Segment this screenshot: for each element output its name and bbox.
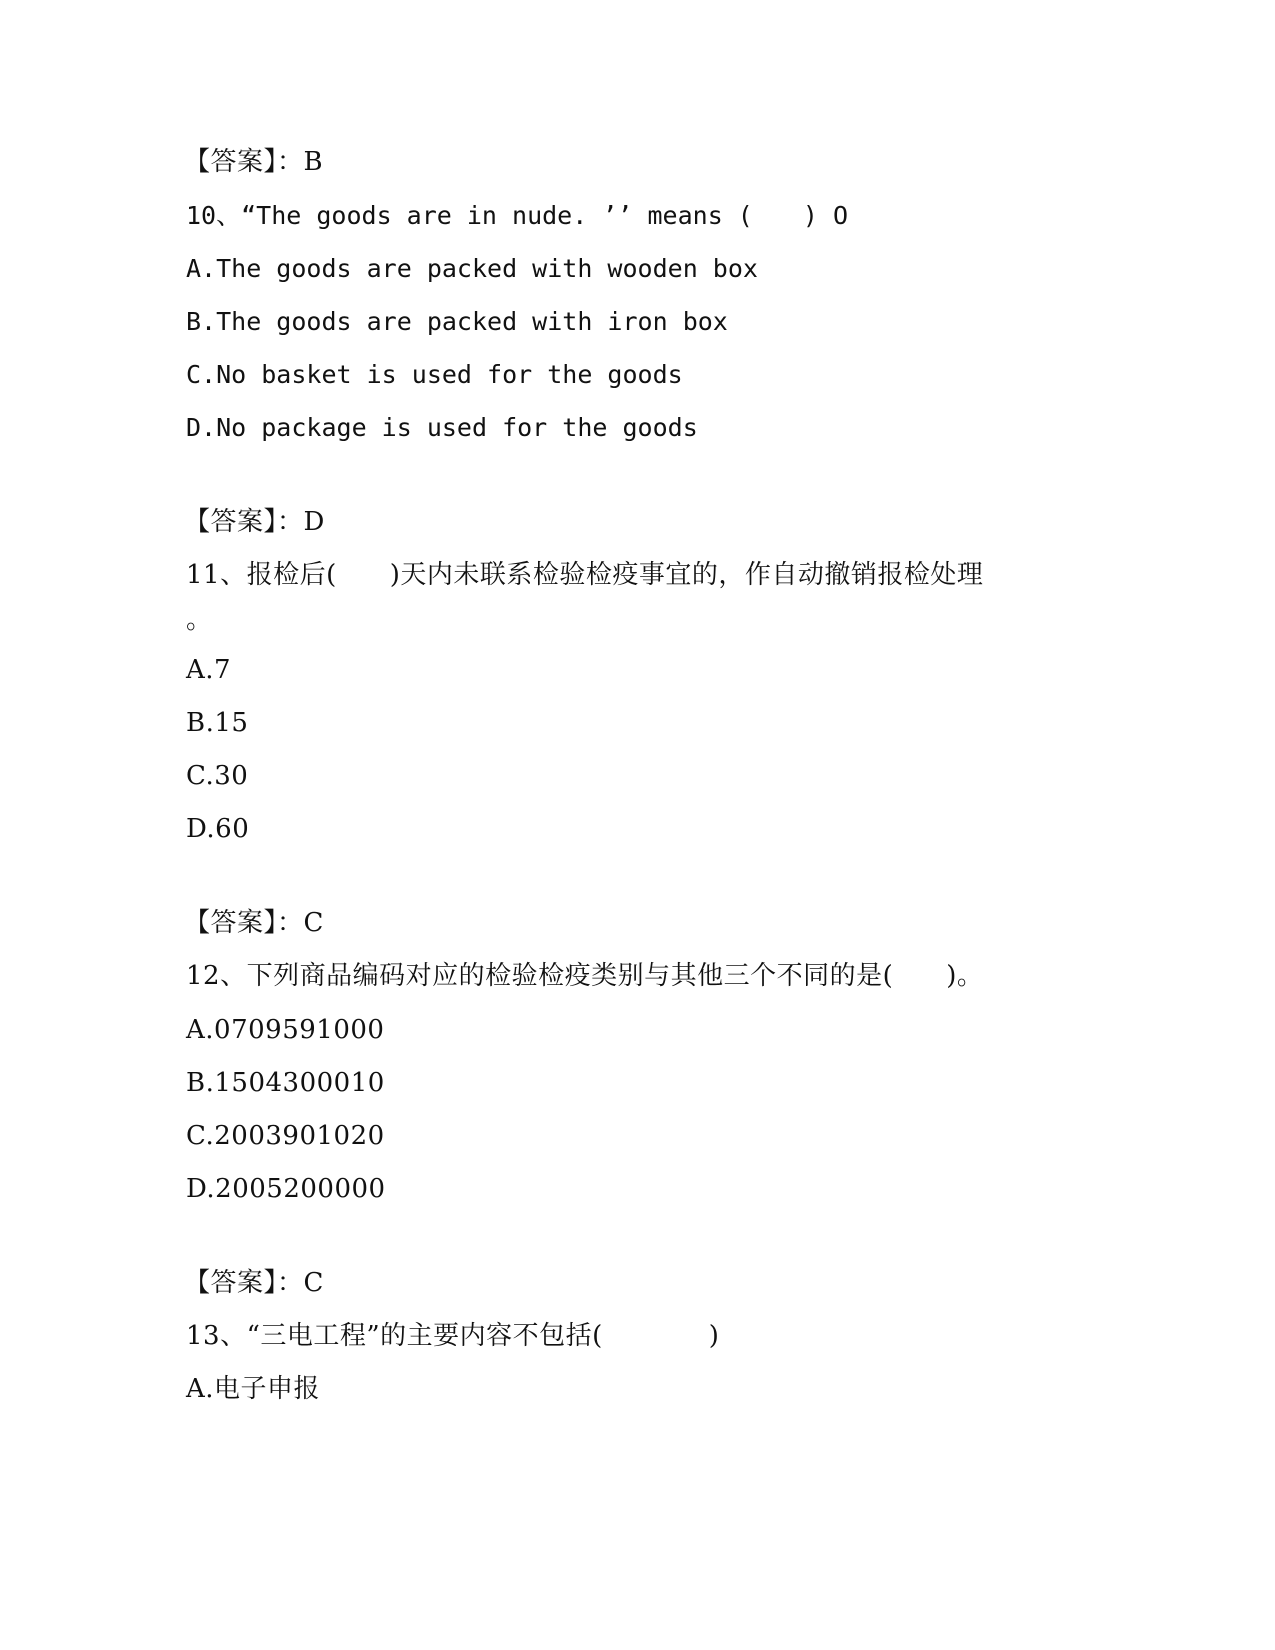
option-d: D.2005200000	[186, 1174, 386, 1204]
answer-label: 【答案】：C	[184, 908, 324, 938]
question-10: 10、“The goods are in nude. ’’ means ( ) O	[186, 201, 848, 230]
option-b: B.15	[186, 708, 249, 738]
option-a: A.The goods are packed with wooden box	[186, 254, 758, 283]
option-c: C.No basket is used for the goods	[186, 360, 683, 389]
option-a: A.7	[186, 655, 232, 685]
answer-label: 【答案】：C	[184, 1268, 324, 1298]
question-11: 11、报检后( )天内未联系检验检疫事宜的，作自动撤销报检处理	[186, 560, 984, 590]
option-a: A.0709591000	[186, 1015, 385, 1045]
option-b: B.1504300010	[186, 1068, 385, 1098]
option-b: B.The goods are packed with iron box	[186, 307, 728, 336]
option-c: C.30	[186, 761, 249, 791]
option-d: D.No package is used for the goods	[186, 413, 698, 442]
answer-label: 【答案】：D	[184, 507, 325, 537]
question-11-continuation: 。	[186, 605, 213, 635]
option-d: D.60	[186, 814, 250, 844]
option-c: C.2003901020	[186, 1121, 385, 1151]
answer-label: 【答案】：B	[184, 147, 324, 177]
question-13: 13、“三电工程”的主要内容不包括( )	[186, 1321, 720, 1351]
question-12: 12、下列商品编码对应的检验检疫类别与其他三个不同的是( )。	[186, 961, 984, 991]
option-a: A.电子申报	[186, 1374, 321, 1404]
